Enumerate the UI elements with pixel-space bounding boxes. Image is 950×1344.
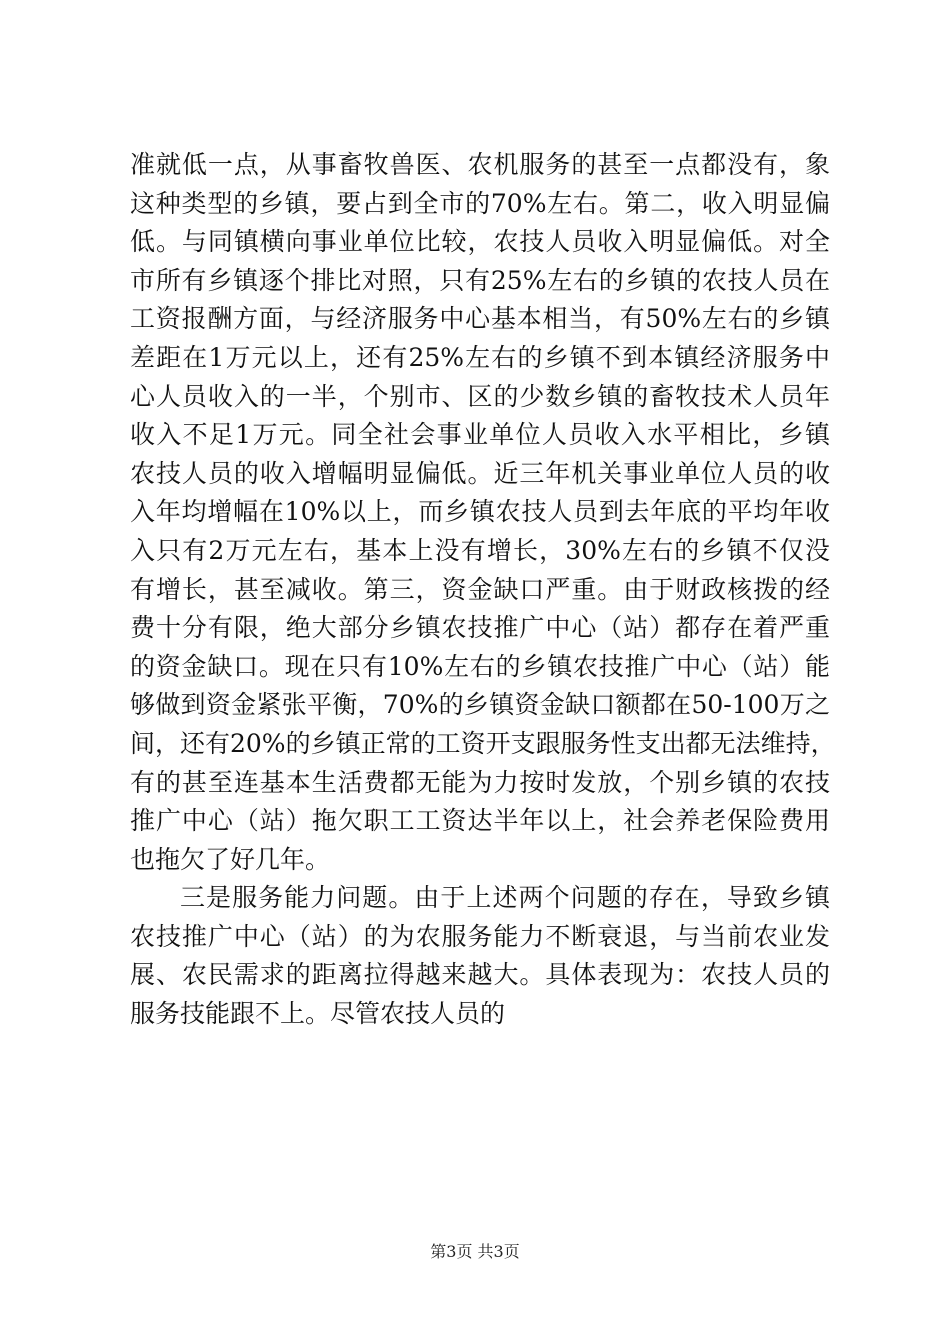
- paragraph-service-capacity: [130, 879, 830, 1033]
- body-text: [130, 146, 836, 1034]
- text-line: 也拖欠了好几年。: [130, 844, 331, 874]
- text-line: 间，还有20%的乡镇正常的工资开支跟服务性支出都无法维持，: [130, 728, 836, 758]
- text-line: 有的甚至连基本生活费都无能为力按时发放，个别乡镇的农技: [130, 767, 830, 797]
- text-line: 服务技能跟不上。尽管农技人员的: [130, 999, 506, 1029]
- paragraph-funding: [130, 146, 836, 879]
- text-line: 收入不足1万元。同全社会事业单位人员收入水平相比，乡镇: [130, 420, 830, 450]
- page-number-footer: 第3页 共3页: [430, 1242, 520, 1261]
- text-line: 工资报酬方面，与经济服务中心基本相当，有50%左右的乡镇: [130, 304, 830, 334]
- text-line: 农技人员的收入增幅明显偏低。近三年机关事业单位人员的收: [130, 458, 830, 488]
- text-line: 够做到资金紧张平衡，70%的乡镇资金缺口额都在50-100万之: [130, 690, 830, 720]
- text-line: 差距在1万元以上，还有25%左右的乡镇不到本镇经济服务中: [130, 342, 830, 372]
- text-line: 展、农民需求的距离拉得越来越大。具体表现为：农技人员的: [130, 960, 830, 990]
- text-line: 有增长，甚至减收。第三，资金缺口严重。由于财政核拨的经: [130, 574, 830, 604]
- text-line: 这种类型的乡镇，要占到全市的70%左右。第二，收入明显偏: [130, 188, 830, 218]
- text-line: 的资金缺口。现在只有10%左右的乡镇农技推广中心（站）能: [130, 651, 830, 681]
- text-line: 准就低一点，从事畜牧兽医、农机服务的甚至一点都没有，象: [130, 150, 830, 179]
- text-line: 农技推广中心（站）的为农服务能力不断衰退，与当前农业发: [130, 921, 830, 951]
- text-line: 低。与同镇横向事业单位比较，农技人员收入明显偏低。对全: [130, 227, 830, 257]
- text-line: 入只有2万元左右，基本上没有增长，30%左右的乡镇不仅没: [130, 535, 830, 565]
- text-line: 心人员收入的一半，个别市、区的少数乡镇的畜牧技术人员年: [130, 381, 830, 411]
- text-line: 费十分有限，绝大部分乡镇农技推广中心（站）都存在着严重: [130, 613, 830, 643]
- text-line: 三是服务能力问题。由于上述两个问题的存在，导致乡镇: [180, 883, 830, 913]
- text-line: 市所有乡镇逐个排比对照，只有25%左右的乡镇的农技人员在: [130, 265, 830, 295]
- text-line: 推广中心（站）拖欠职工工资达半年以上，社会养老保险费用: [130, 806, 830, 836]
- text-line: 入年均增幅在10%以上，而乡镇农技人员到去年底的平均年收: [130, 497, 830, 527]
